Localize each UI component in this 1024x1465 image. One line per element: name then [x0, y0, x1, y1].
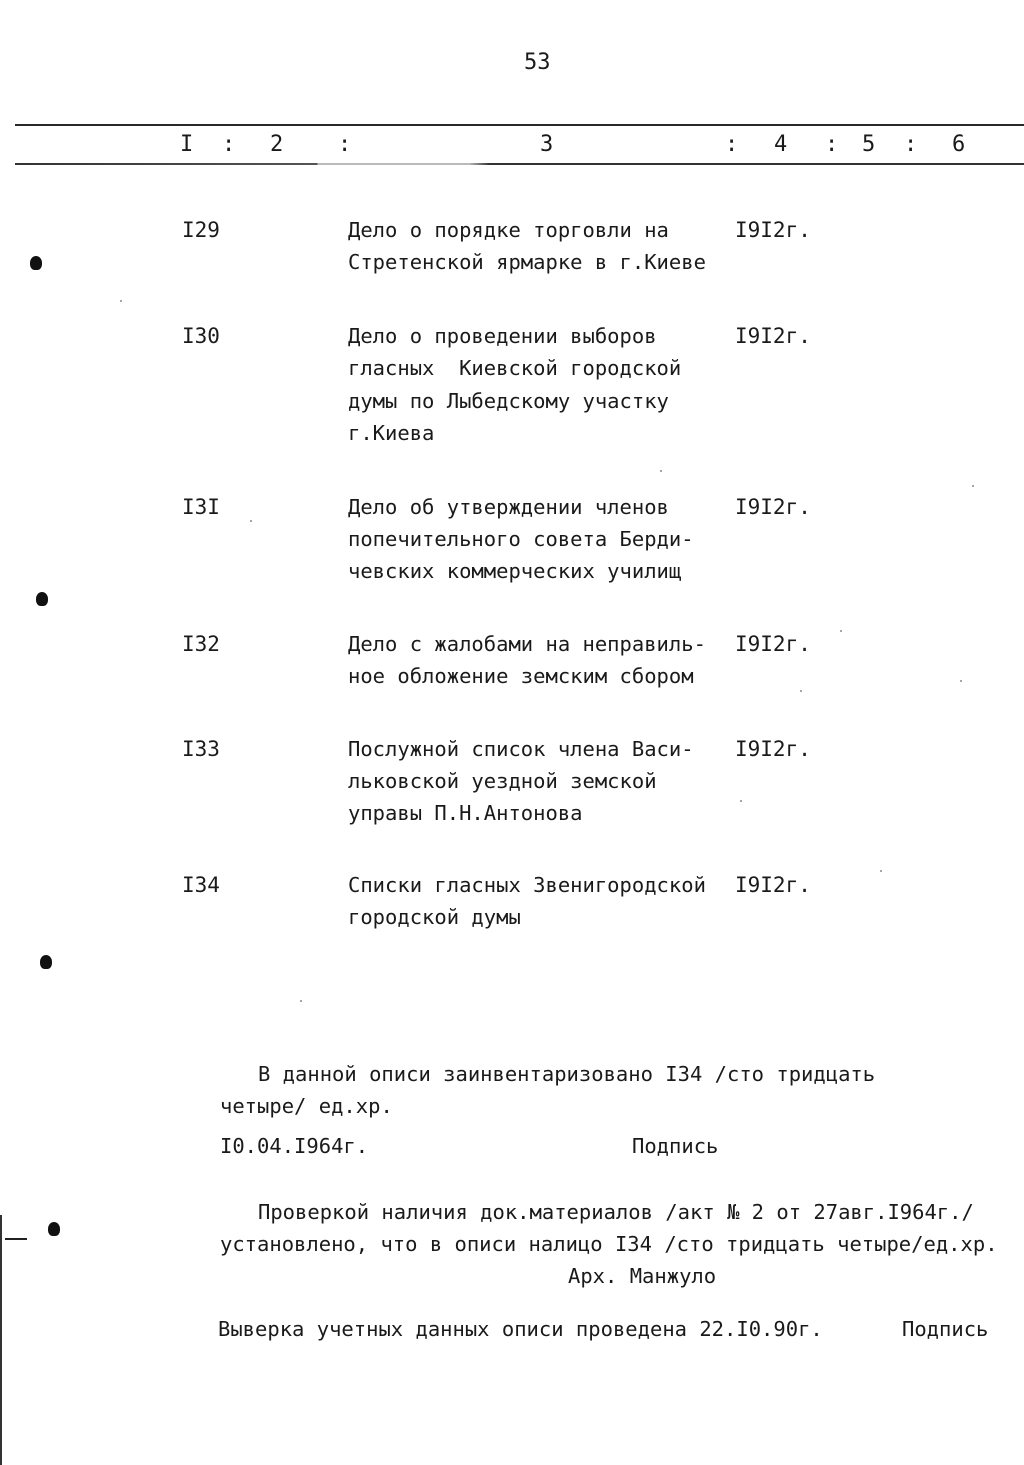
entry-year: I9I2г.: [735, 737, 811, 761]
inventory-statement: В данной описи заинвентаризовано I34 /сто тридцать: [258, 1062, 876, 1086]
entry-title-line: льковской уездной земской: [348, 769, 657, 793]
column-3-header: 3: [540, 132, 554, 157]
archivist-name: Арх. Манжуло: [568, 1264, 717, 1288]
entry-year: I9I2г.: [735, 324, 811, 348]
signature-label: Подпись: [902, 1317, 989, 1341]
entry-title-line: Дело о порядке торговли на: [348, 218, 669, 242]
column-separator: :: [222, 132, 236, 157]
scan-speck: [120, 300, 122, 302]
entry-title-line: думы по Лыбедскому участку: [348, 389, 669, 413]
column-6-header: 6: [952, 132, 966, 157]
entry-title-line: Стретенской ярмарке в г.Киеве: [348, 250, 706, 274]
inventory-statement-cont: четыре/ ед.хр.: [220, 1094, 393, 1118]
entry-number: I30: [182, 324, 220, 348]
punch-hole-mark: [36, 592, 48, 606]
entry-number: I33: [182, 737, 220, 761]
signature-label: Подпись: [632, 1134, 719, 1158]
scan-speck: [800, 690, 802, 692]
entry-title-line: Дело с жалобами на неправиль-: [348, 632, 706, 656]
scan-speck: [880, 870, 882, 872]
entry-number: I32: [182, 632, 220, 656]
column-separator: :: [825, 132, 839, 157]
scan-speck: [300, 1000, 302, 1002]
column-4-header: 4: [774, 132, 788, 157]
margin-mark: [5, 1238, 27, 1240]
column-separator: :: [338, 132, 352, 157]
entry-number: I29: [182, 218, 220, 242]
entry-year: I9I2г.: [735, 873, 811, 897]
column-separator: :: [904, 132, 918, 157]
entry-title-line: городской думы: [348, 905, 521, 929]
entry-number: I34: [182, 873, 220, 897]
reconciliation-statement: Выверка учетных данных описи проведена 22.I0.90г.: [218, 1317, 823, 1341]
entry-title-line: ное обложение земским сбором: [348, 664, 694, 688]
column-1-header: I: [180, 132, 194, 157]
column-separator: :: [725, 132, 739, 157]
page-number: 53: [524, 50, 551, 75]
verification-statement-cont: установлено, что в описи налицо I34 /сто тридцать четыре/ед.хр.: [220, 1232, 998, 1256]
punch-hole-mark: [48, 1222, 60, 1236]
scan-speck: [840, 630, 842, 632]
entry-title-line: попечительного совета Берди-: [348, 527, 694, 551]
entry-title-line: чевских коммерческих училищ: [348, 559, 682, 583]
entry-year: I9I2г.: [735, 218, 811, 242]
scan-speck: [740, 800, 742, 802]
column-2-header: 2: [270, 132, 284, 157]
page-edge-line: [0, 1215, 2, 1465]
punch-hole-mark: [40, 955, 52, 969]
punch-hole-mark: [30, 256, 42, 270]
scan-speck: [972, 485, 974, 487]
entry-title-line: Дело об утверждении членов: [348, 495, 669, 519]
table-header-bottom-rule: [15, 163, 1024, 165]
scan-speck: [250, 520, 252, 522]
scan-speck: [960, 680, 962, 682]
entry-title-line: г.Киева: [348, 421, 435, 445]
entry-title-line: управы П.Н.Антонова: [348, 801, 583, 825]
inventory-date: I0.04.I964г.: [220, 1134, 369, 1158]
entry-title-line: гласных Киевской городской: [348, 356, 682, 380]
entry-year: I9I2г.: [735, 632, 811, 656]
entry-year: I9I2г.: [735, 495, 811, 519]
column-5-header: 5: [862, 132, 876, 157]
entry-title-line: Послужной список члена Васи-: [348, 737, 694, 761]
entry-number: I3I: [182, 495, 220, 519]
entry-title-line: Списки гласных Звенигородской: [348, 873, 706, 897]
verification-statement: Проверкой наличия док.материалов /акт № 2 от 27авг.I964г./: [258, 1200, 974, 1224]
table-header-top-rule: [15, 124, 1024, 126]
scan-speck: [660, 470, 662, 472]
entry-title-line: Дело о проведении выборов: [348, 324, 657, 348]
